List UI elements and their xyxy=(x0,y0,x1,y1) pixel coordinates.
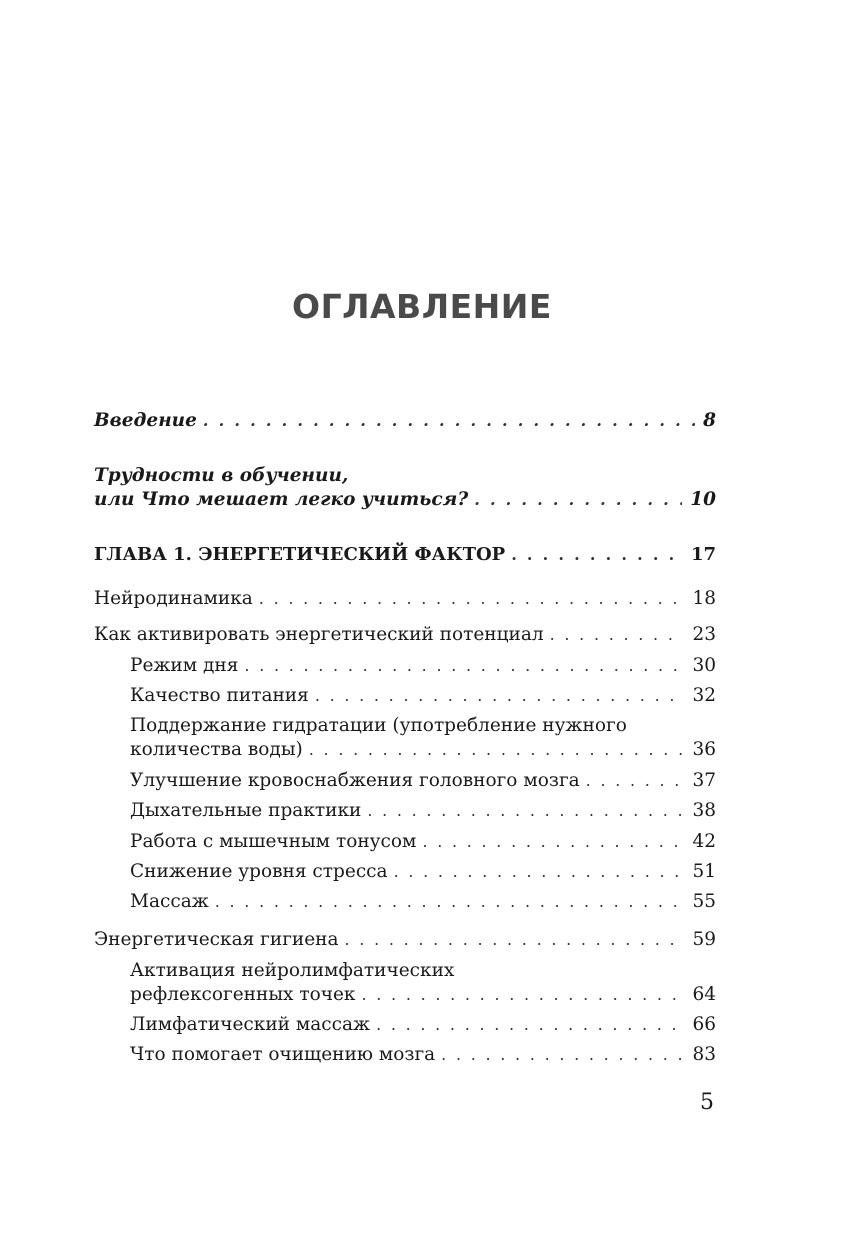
toc-entry-page: 59 xyxy=(692,929,716,950)
toc-entry-page: 30 xyxy=(692,655,716,676)
toc-entry-page: 36 xyxy=(692,739,716,760)
toc-entry-lymphatic-massage[interactable] xyxy=(130,1013,716,1037)
toc-entry-difficulties[interactable] xyxy=(94,464,716,512)
toc-entry-introduction[interactable] xyxy=(94,409,716,433)
page-number: 5 xyxy=(700,1090,714,1115)
toc-entry-page: 51 xyxy=(692,861,716,882)
toc-entry-page: 38 xyxy=(692,800,716,821)
toc-entry-massage[interactable] xyxy=(130,890,716,914)
toc-entry-title: Что помогает очищению мозга xyxy=(130,1044,436,1065)
toc-entry-energy-potential[interactable] xyxy=(94,623,716,647)
toc-entry-daily-routine[interactable] xyxy=(130,654,716,678)
toc-entry-page: 18 xyxy=(692,588,716,609)
leader-dots xyxy=(474,488,682,512)
leader-dots xyxy=(309,738,685,762)
table-of-contents xyxy=(94,0,716,1240)
toc-entry-energy-hygiene[interactable] xyxy=(94,928,716,952)
page-title: ОГЛАВЛЕНИЕ xyxy=(292,287,552,326)
toc-entry-title: Улучшение кровоснабжения головного мозга xyxy=(130,770,580,791)
toc-entry-title: Работа с мышечным тонусом xyxy=(130,831,417,852)
toc-entry-page: 32 xyxy=(692,685,716,706)
toc-entry-title: ГЛАВА 1. ЭНЕРГЕТИЧЕСКИЙ ФАКТОР xyxy=(94,544,506,565)
leader-dots xyxy=(394,860,685,884)
toc-entry-title: Дыхательные практики xyxy=(130,800,362,821)
toc-entry-title: Энергетическая гигиена xyxy=(94,929,339,950)
leader-dots xyxy=(511,543,683,567)
toc-entry-page: 37 xyxy=(692,770,716,791)
leader-dots xyxy=(441,1043,684,1067)
toc-entry-title: рефлексогенных точек xyxy=(130,984,356,1005)
toc-entry-title-line1: Трудности в обучении, xyxy=(94,465,349,486)
leader-dots xyxy=(203,409,695,433)
leader-dots xyxy=(259,587,685,611)
toc-entry-muscle-tone[interactable] xyxy=(130,830,716,854)
toc-entry-title: Режим дня xyxy=(130,655,239,676)
toc-entry-page: 66 xyxy=(692,1014,716,1035)
leader-dots xyxy=(362,983,685,1007)
toc-entry-title-line1: Поддержание гидратации (употребление нужного xyxy=(130,715,627,736)
toc-entry-title: Массаж xyxy=(130,891,209,912)
toc-entry-neurolymphatic[interactable] xyxy=(130,959,716,1007)
leader-dots xyxy=(376,1013,684,1037)
leader-dots xyxy=(367,799,684,823)
toc-entry-title: Введение xyxy=(94,410,197,431)
leader-dots xyxy=(345,928,685,952)
toc-entry-title: Качество питания xyxy=(130,685,309,706)
toc-entry-page: 55 xyxy=(692,891,716,912)
toc-entry-title-line1: Активация нейролимфатических xyxy=(130,960,455,981)
toc-entry-title: или Что мешает легко учиться? xyxy=(94,489,469,510)
toc-entry-neurodynamics[interactable] xyxy=(94,587,716,611)
toc-entry-page: 64 xyxy=(692,984,716,1005)
toc-entry-blood-supply[interactable] xyxy=(130,769,716,793)
toc-entry-title: Лимфатический массаж xyxy=(130,1014,371,1035)
leader-dots xyxy=(215,890,685,914)
toc-entry-breathing[interactable] xyxy=(130,799,716,823)
toc-entry-title: Снижение уровня стресса xyxy=(130,861,388,882)
leader-dots xyxy=(550,623,685,647)
toc-entry-title: Как активировать энергетический потенциал xyxy=(94,624,544,645)
leader-dots xyxy=(586,769,685,793)
leader-dots xyxy=(315,684,685,708)
toc-entry-nutrition[interactable] xyxy=(130,684,716,708)
toc-entry-title: количества воды) xyxy=(130,739,303,760)
toc-entry-page: 10 xyxy=(690,489,716,510)
toc-entry-page: 17 xyxy=(690,544,716,565)
leader-dots xyxy=(244,654,684,678)
toc-entry-chapter-1[interactable] xyxy=(94,543,716,567)
toc-entry-page: 23 xyxy=(692,624,716,645)
toc-entry-stress[interactable] xyxy=(130,860,716,884)
toc-entry-page: 42 xyxy=(692,831,716,852)
toc-entry-brain-cleansing[interactable] xyxy=(130,1043,716,1067)
toc-entry-title: Нейродинамика xyxy=(94,588,253,609)
leader-dots xyxy=(422,830,684,854)
toc-entry-page: 83 xyxy=(692,1044,716,1065)
toc-entry-page: 8 xyxy=(703,410,716,431)
toc-entry-hydration[interactable] xyxy=(130,714,716,762)
